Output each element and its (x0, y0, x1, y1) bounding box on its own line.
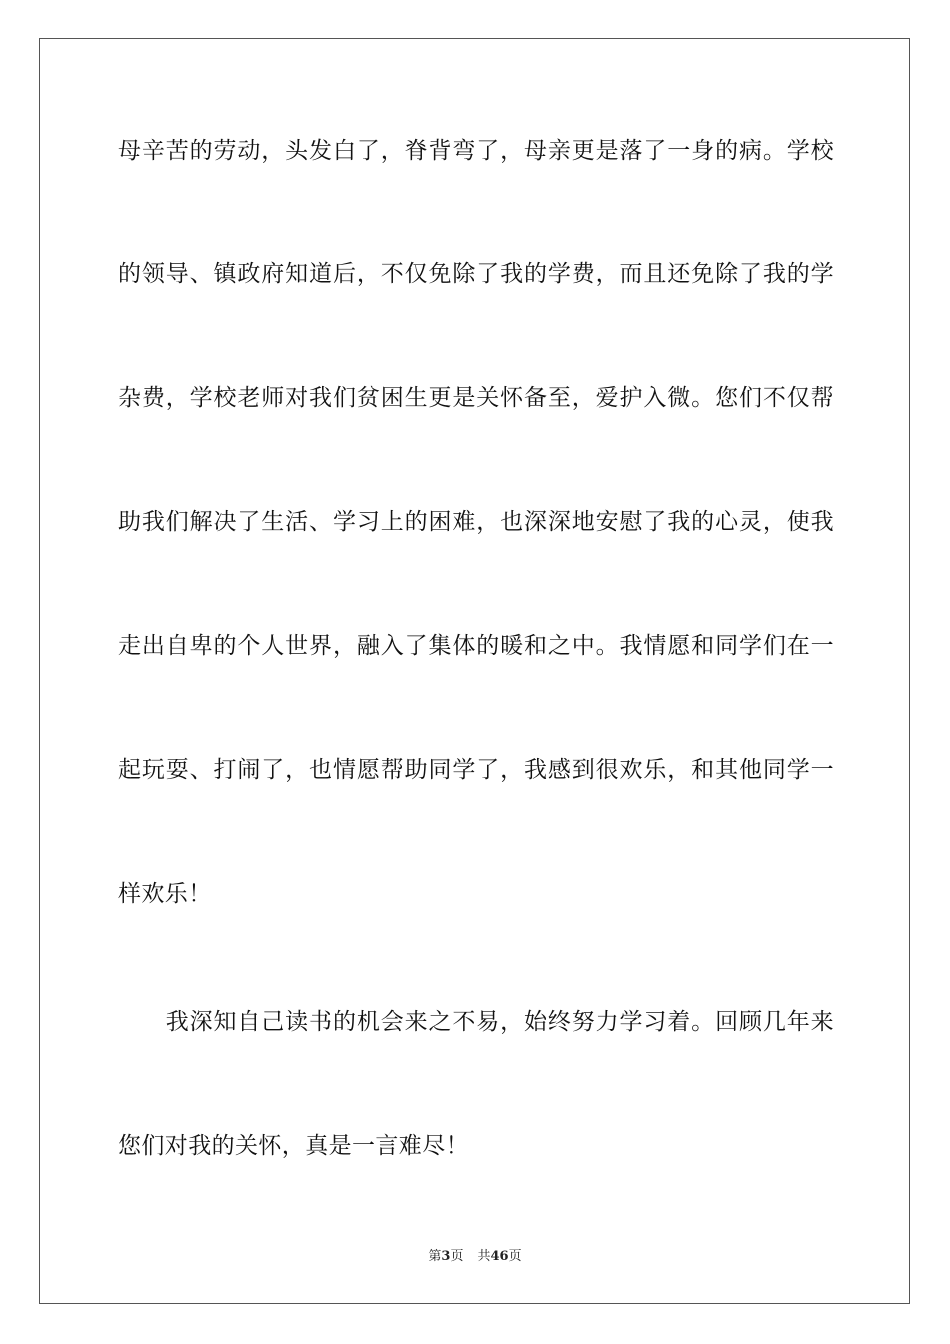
text-line-7: 样欢乐！ (118, 881, 212, 907)
text-line-9: 您们对我的关怀，真是一言难尽！ (118, 1133, 469, 1159)
text-line-8: 我深知自己读书的机会来之不易，始终努力学习着。回顾几年来 (118, 1009, 834, 1035)
page-number: 3 (441, 1249, 451, 1264)
text-line-5: 走出自卑的个人世界，融入了集体的暖和之中。我情愿和同学们在一 (118, 633, 834, 659)
total-prefix: 共 (477, 1249, 491, 1264)
page-suffix: 页 (450, 1249, 464, 1264)
text-line-1: 母辛苦的劳动，头发白了，脊背弯了，母亲更是落了一身的病。学校 (118, 138, 834, 164)
page-footer (0, 1248, 950, 1266)
text-line-3: 杂费，学校老师对我们贫困生更是关怀备至，爱护入微。您们不仅帮 (118, 385, 834, 411)
text-line-4: 助我们解决了生活、学习上的困难，也深深地安慰了我的心灵，使我 (118, 509, 834, 535)
page-prefix: 第 (428, 1249, 442, 1264)
text-line-6: 起玩耍、打闹了，也情愿帮助同学了，我感到很欢乐，和其他同学一 (118, 757, 834, 783)
page-border (39, 38, 910, 1304)
text-line-2: 的领导、镇政府知道后，不仅免除了我的学费，而且还免除了我的学 (118, 261, 834, 287)
total-suffix: 页 (508, 1249, 522, 1264)
total-pages: 46 (490, 1249, 509, 1264)
